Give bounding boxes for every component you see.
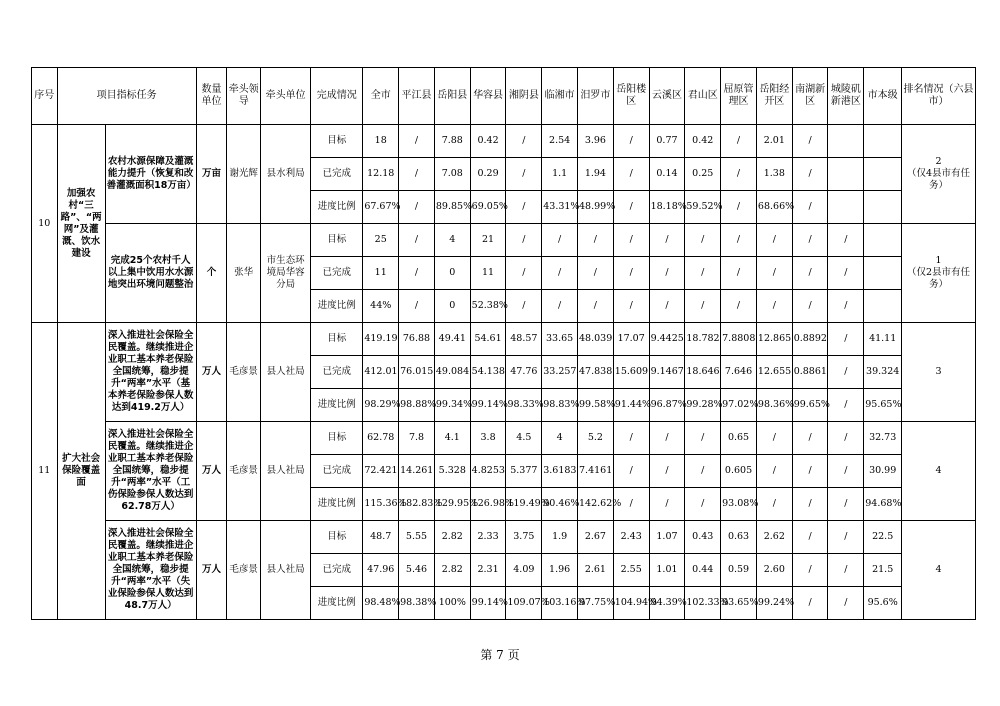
value-cell: 2.33	[470, 521, 506, 554]
unit-cell: 个	[196, 224, 227, 323]
rank-cell: 1 （仅2县市有任务）	[902, 224, 976, 323]
value-cell: /	[828, 257, 864, 290]
value-cell: 5.2	[578, 422, 614, 455]
value-cell: 48.039	[578, 323, 614, 356]
value-cell: /	[399, 224, 435, 257]
value-cell: 99.14%	[470, 389, 506, 422]
value-cell: 68.66%	[756, 191, 792, 224]
value-cell: 1.9	[542, 521, 578, 554]
rank-cell: 4	[902, 521, 976, 620]
value-cell: 98.29%	[363, 389, 399, 422]
header-cell: 排名情况（六县市）	[902, 68, 976, 125]
value-cell: /	[649, 224, 685, 257]
value-cell: 98.36%	[756, 389, 792, 422]
value-cell: 21.5	[864, 554, 902, 587]
value-cell: 1.94	[578, 158, 614, 191]
value-cell: /	[828, 488, 864, 521]
value-cell: 5.377	[506, 455, 542, 488]
value-cell: 14.261	[399, 455, 435, 488]
value-cell: 93.08%	[721, 488, 757, 521]
value-cell: 94.68%	[864, 488, 902, 521]
value-cell: /	[828, 389, 864, 422]
value-cell: /	[613, 290, 649, 323]
value-cell: 59.52%	[685, 191, 721, 224]
value-cell: /	[828, 290, 864, 323]
value-cell: /	[685, 290, 721, 323]
value-cell: 5.55	[399, 521, 435, 554]
value-cell: 0.8861	[792, 356, 828, 389]
value-cell: 7.8808	[721, 323, 757, 356]
value-cell: /	[649, 290, 685, 323]
value-cell: 97.02%	[721, 389, 757, 422]
value-cell: /	[792, 521, 828, 554]
value-cell: 98.48%	[363, 587, 399, 620]
page-number: 第 7 页	[480, 648, 520, 662]
value-cell: /	[399, 125, 435, 158]
status-label: 进度比例	[311, 488, 363, 521]
value-cell: 30.99	[864, 455, 902, 488]
value-cell: 47.838	[578, 356, 614, 389]
value-cell	[864, 125, 902, 158]
value-cell: 4.1	[434, 422, 470, 455]
value-cell: 0.59	[721, 554, 757, 587]
value-cell: /	[649, 422, 685, 455]
value-cell: /	[399, 290, 435, 323]
value-cell: /	[613, 488, 649, 521]
value-cell: 99.24%	[756, 587, 792, 620]
value-cell: 48.99%	[578, 191, 614, 224]
value-cell: 17.07	[613, 323, 649, 356]
value-cell: 11	[470, 257, 506, 290]
header-cell: 云溪区	[649, 68, 685, 125]
value-cell: 2.61	[578, 554, 614, 587]
status-label: 进度比例	[311, 587, 363, 620]
value-cell: 93.65%	[721, 587, 757, 620]
header-cell: 市本级	[864, 68, 902, 125]
value-cell: 2.55	[613, 554, 649, 587]
header-cell: 平江县	[399, 68, 435, 125]
value-cell: /	[613, 422, 649, 455]
value-cell: 4.8253	[470, 455, 506, 488]
value-cell: /	[613, 455, 649, 488]
value-cell: /	[613, 158, 649, 191]
dept-cell: 县人社局	[261, 422, 311, 521]
status-label: 已完成	[311, 356, 363, 389]
value-cell: 7.08	[434, 158, 470, 191]
value-cell: /	[578, 224, 614, 257]
value-cell: 0.14	[649, 158, 685, 191]
task-description: 深入推进社会保险全民覆盖。继续推进企业职工基本养老保险全国统筹，稳步提升“两率”水平（工伤保险参保人数达到62.78万人）	[105, 422, 196, 521]
value-cell: 2.82	[434, 521, 470, 554]
value-cell: 43.31%	[542, 191, 578, 224]
value-cell: 95.65%	[864, 389, 902, 422]
value-cell: /	[506, 158, 542, 191]
value-cell: 49.084	[434, 356, 470, 389]
value-cell: /	[792, 488, 828, 521]
value-cell: /	[756, 224, 792, 257]
value-cell: 182.83%	[399, 488, 435, 521]
dept-cell: 市生态环境局华容分局	[261, 224, 311, 323]
value-cell: /	[685, 455, 721, 488]
value-cell: /	[542, 290, 578, 323]
unit-cell: 万亩	[196, 125, 227, 224]
value-cell: /	[792, 224, 828, 257]
progress-table	[31, 67, 976, 620]
status-label: 目标	[311, 224, 363, 257]
value-cell: 2.67	[578, 521, 614, 554]
value-cell: 9.4425	[649, 323, 685, 356]
value-cell: /	[399, 158, 435, 191]
value-cell: 76.015	[399, 356, 435, 389]
value-cell: 129.95%	[434, 488, 470, 521]
header-cell: 岳阳经开区	[756, 68, 792, 125]
value-cell: /	[649, 257, 685, 290]
value-cell: /	[399, 257, 435, 290]
value-cell: 18.782	[685, 323, 721, 356]
status-label: 目标	[311, 422, 363, 455]
header-cell: 南湖新区	[792, 68, 828, 125]
value-cell: 0.63	[721, 521, 757, 554]
value-cell: 97.75%	[578, 587, 614, 620]
value-cell: 48.7	[363, 521, 399, 554]
task-description: 深入推进社会保险全民覆盖。继续推进企业职工基本养老保险全国统筹，稳步提升“两率”水平（基本养老保险参保人数达到419.2万人）	[105, 323, 196, 422]
value-cell	[864, 158, 902, 191]
value-cell: 32.73	[864, 422, 902, 455]
value-cell: 1.1	[542, 158, 578, 191]
rank-cell: 3	[902, 323, 976, 422]
value-cell: 3.6183	[542, 455, 578, 488]
value-cell: 2.60	[756, 554, 792, 587]
value-cell: /	[399, 191, 435, 224]
value-cell: 4.5	[506, 422, 542, 455]
value-cell: 76.88	[399, 323, 435, 356]
value-cell: /	[792, 191, 828, 224]
value-cell: 33.65	[542, 323, 578, 356]
unit-cell: 万人	[196, 323, 227, 422]
rank-cell: 2 （仅4县市有任务）	[902, 125, 976, 224]
group-category: 扩大社会保险覆盖面	[57, 323, 105, 620]
value-cell: 72.421	[363, 455, 399, 488]
header-cell: 完成情况	[311, 68, 363, 125]
value-cell: /	[828, 587, 864, 620]
value-cell: 22.5	[864, 521, 902, 554]
status-label: 目标	[311, 323, 363, 356]
value-cell: 49.41	[434, 323, 470, 356]
value-cell: 41.11	[864, 323, 902, 356]
unit-cell: 万人	[196, 521, 227, 620]
value-cell: 1.96	[542, 554, 578, 587]
value-cell: 100%	[434, 587, 470, 620]
value-cell: 18	[363, 125, 399, 158]
value-cell: 39.324	[864, 356, 902, 389]
value-cell	[864, 191, 902, 224]
status-label: 已完成	[311, 158, 363, 191]
value-cell: 115.36%	[363, 488, 399, 521]
dept-cell: 县人社局	[261, 521, 311, 620]
value-cell: 103.16%	[542, 587, 578, 620]
value-cell: /	[756, 422, 792, 455]
value-cell: /	[721, 290, 757, 323]
value-cell: 4	[434, 224, 470, 257]
value-cell: 0.44	[685, 554, 721, 587]
value-cell: /	[685, 224, 721, 257]
value-cell: 0.8892	[792, 323, 828, 356]
value-cell: /	[792, 290, 828, 323]
header-cell: 华容县	[470, 68, 506, 125]
value-cell: /	[542, 224, 578, 257]
value-cell: /	[685, 422, 721, 455]
value-cell: /	[685, 488, 721, 521]
value-cell: /	[721, 158, 757, 191]
header-cell: 屈原管理区	[721, 68, 757, 125]
value-cell: /	[828, 422, 864, 455]
value-cell: /	[649, 455, 685, 488]
value-cell: 99.65%	[792, 389, 828, 422]
value-cell: 54.61	[470, 323, 506, 356]
value-cell: 52.38%	[470, 290, 506, 323]
value-cell: 2.82	[434, 554, 470, 587]
value-cell: /	[756, 488, 792, 521]
value-cell: /	[756, 257, 792, 290]
value-cell: 44%	[363, 290, 399, 323]
header-cell: 全市	[363, 68, 399, 125]
value-cell: 142.62%	[578, 488, 614, 521]
table-row	[32, 422, 976, 455]
value-cell: 90.46%	[542, 488, 578, 521]
value-cell: /	[685, 257, 721, 290]
value-cell: 3.96	[578, 125, 614, 158]
group-number: 10	[32, 125, 58, 323]
table-row	[32, 125, 976, 158]
value-cell: 48.57	[506, 323, 542, 356]
value-cell: /	[613, 191, 649, 224]
unit-cell: 万人	[196, 422, 227, 521]
value-cell: 0.29	[470, 158, 506, 191]
value-cell: /	[792, 158, 828, 191]
value-cell: /	[828, 356, 864, 389]
leader-cell: 毛彦景	[227, 323, 261, 422]
value-cell: /	[721, 257, 757, 290]
value-cell: /	[721, 125, 757, 158]
value-cell: 62.78	[363, 422, 399, 455]
value-cell: 99.58%	[578, 389, 614, 422]
value-cell: /	[756, 290, 792, 323]
header-cell: 岳阳县	[434, 68, 470, 125]
header-cell: 牵头领导	[227, 68, 261, 125]
table-row	[32, 224, 976, 257]
value-cell: 54.138	[470, 356, 506, 389]
value-cell: 69.05%	[470, 191, 506, 224]
value-cell: 7.646	[721, 356, 757, 389]
value-cell: /	[506, 191, 542, 224]
header-cell: 君山区	[685, 68, 721, 125]
task-description: 深入推进社会保险全民覆盖。继续推进企业职工基本养老保险全国统筹，稳步提升“两率”水平（失业保险参保人数达到48.7万人）	[105, 521, 196, 620]
value-cell: 1.07	[649, 521, 685, 554]
group-category: 加强农村“三路”、“两网”及灌溉、饮水建设	[57, 125, 105, 323]
value-cell: 9.1467	[649, 356, 685, 389]
header-cell: 城陵矶新港区	[828, 68, 864, 125]
status-label: 进度比例	[311, 191, 363, 224]
rank-cell: 4	[902, 422, 976, 521]
value-cell: 25	[363, 224, 399, 257]
value-cell: /	[792, 422, 828, 455]
value-cell: 2.31	[470, 554, 506, 587]
value-cell: 2.43	[613, 521, 649, 554]
value-cell: 7.4161	[578, 455, 614, 488]
leader-cell: 谢光辉	[227, 125, 261, 224]
value-cell	[828, 158, 864, 191]
header-cell: 湘阴县	[506, 68, 542, 125]
task-description: 完成25个农村千人以上集中饮用水水源地突出环境问题整治	[105, 224, 196, 323]
value-cell: 104.94%	[613, 587, 649, 620]
header-cell: 岳阳楼区	[613, 68, 649, 125]
header-cell: 牵头单位	[261, 68, 311, 125]
leader-cell: 毛彦景	[227, 422, 261, 521]
table-row	[32, 323, 976, 356]
value-cell: 94.39%	[649, 587, 685, 620]
value-cell: 0.605	[721, 455, 757, 488]
value-cell: /	[721, 191, 757, 224]
value-cell: 98.38%	[399, 587, 435, 620]
value-cell: /	[792, 125, 828, 158]
header-cell: 数量单位	[196, 68, 227, 125]
value-cell: /	[721, 224, 757, 257]
value-cell: /	[792, 257, 828, 290]
value-cell: 47.76	[506, 356, 542, 389]
table-row	[32, 521, 976, 554]
value-cell: 18.646	[685, 356, 721, 389]
value-cell: /	[792, 554, 828, 587]
status-label: 已完成	[311, 554, 363, 587]
dept-cell: 县水利局	[261, 125, 311, 224]
value-cell: 15.609	[613, 356, 649, 389]
header-cell: 汨罗市	[578, 68, 614, 125]
value-cell: 12.865	[756, 323, 792, 356]
value-cell: 12.18	[363, 158, 399, 191]
value-cell: 0	[434, 290, 470, 323]
status-label: 目标	[311, 521, 363, 554]
value-cell: 412.01	[363, 356, 399, 389]
value-cell	[828, 125, 864, 158]
status-label: 目标	[311, 125, 363, 158]
value-cell: 95.6%	[864, 587, 902, 620]
value-cell: 3.8	[470, 422, 506, 455]
value-cell	[828, 191, 864, 224]
value-cell: /	[613, 125, 649, 158]
value-cell: 47.96	[363, 554, 399, 587]
value-cell: 0.65	[721, 422, 757, 455]
value-cell: /	[792, 587, 828, 620]
value-cell: 2.54	[542, 125, 578, 158]
value-cell: 4	[542, 422, 578, 455]
value-cell: 0	[434, 257, 470, 290]
value-cell: /	[613, 257, 649, 290]
value-cell: 98.33%	[506, 389, 542, 422]
value-cell: 109.07%	[506, 587, 542, 620]
value-cell: /	[649, 488, 685, 521]
value-cell: 126.98%	[470, 488, 506, 521]
value-cell: /	[792, 455, 828, 488]
value-cell: /	[828, 224, 864, 257]
value-cell: 89.85%	[434, 191, 470, 224]
value-cell: /	[828, 323, 864, 356]
value-cell: 2.62	[756, 521, 792, 554]
value-cell: /	[613, 224, 649, 257]
value-cell: 4.09	[506, 554, 542, 587]
value-cell: 5.46	[399, 554, 435, 587]
value-cell: 91.44%	[613, 389, 649, 422]
value-cell: /	[578, 257, 614, 290]
value-cell: 3.75	[506, 521, 542, 554]
value-cell: 96.87%	[649, 389, 685, 422]
status-label: 进度比例	[311, 290, 363, 323]
value-cell: 21	[470, 224, 506, 257]
value-cell: 99.34%	[434, 389, 470, 422]
value-cell	[864, 290, 902, 323]
value-cell: 102.33%	[685, 587, 721, 620]
value-cell: 0.42	[470, 125, 506, 158]
value-cell: /	[506, 290, 542, 323]
value-cell: 98.83%	[542, 389, 578, 422]
status-label: 已完成	[311, 455, 363, 488]
status-label: 进度比例	[311, 389, 363, 422]
status-label: 已完成	[311, 257, 363, 290]
value-cell: /	[542, 257, 578, 290]
value-cell	[864, 257, 902, 290]
value-cell: /	[506, 224, 542, 257]
leader-cell: 张华	[227, 224, 261, 323]
group-number: 11	[32, 323, 58, 620]
value-cell: 98.88%	[399, 389, 435, 422]
value-cell: 0.25	[685, 158, 721, 191]
value-cell: /	[828, 554, 864, 587]
value-cell: /	[506, 125, 542, 158]
dept-cell: 县人社局	[261, 323, 311, 422]
value-cell: 419.19	[363, 323, 399, 356]
value-cell: /	[828, 521, 864, 554]
value-cell: /	[828, 455, 864, 488]
value-cell: 5.328	[434, 455, 470, 488]
value-cell: 0.42	[685, 125, 721, 158]
value-cell: 99.14%	[470, 587, 506, 620]
value-cell: 7.8	[399, 422, 435, 455]
value-cell: /	[756, 455, 792, 488]
value-cell: 0.43	[685, 521, 721, 554]
value-cell: 0.77	[649, 125, 685, 158]
task-description: 农村水源保障及灌溉能力提升（恢复和改善灌溉面积18万亩）	[105, 125, 196, 224]
header-cell: 序号	[32, 68, 58, 125]
value-cell: 11	[363, 257, 399, 290]
value-cell: 119.49%	[506, 488, 542, 521]
value-cell: /	[506, 257, 542, 290]
value-cell: 1.01	[649, 554, 685, 587]
header-cell: 项目指标任务	[57, 68, 196, 125]
value-cell: 67.67%	[363, 191, 399, 224]
value-cell: 33.257	[542, 356, 578, 389]
value-cell: 18.18%	[649, 191, 685, 224]
value-cell: /	[578, 290, 614, 323]
leader-cell: 毛彦景	[227, 521, 261, 620]
value-cell: 7.88	[434, 125, 470, 158]
value-cell	[864, 224, 902, 257]
value-cell: 2.01	[756, 125, 792, 158]
header-cell: 临湘市	[542, 68, 578, 125]
value-cell: 1.38	[756, 158, 792, 191]
value-cell: 99.28%	[685, 389, 721, 422]
value-cell: 12.655	[756, 356, 792, 389]
